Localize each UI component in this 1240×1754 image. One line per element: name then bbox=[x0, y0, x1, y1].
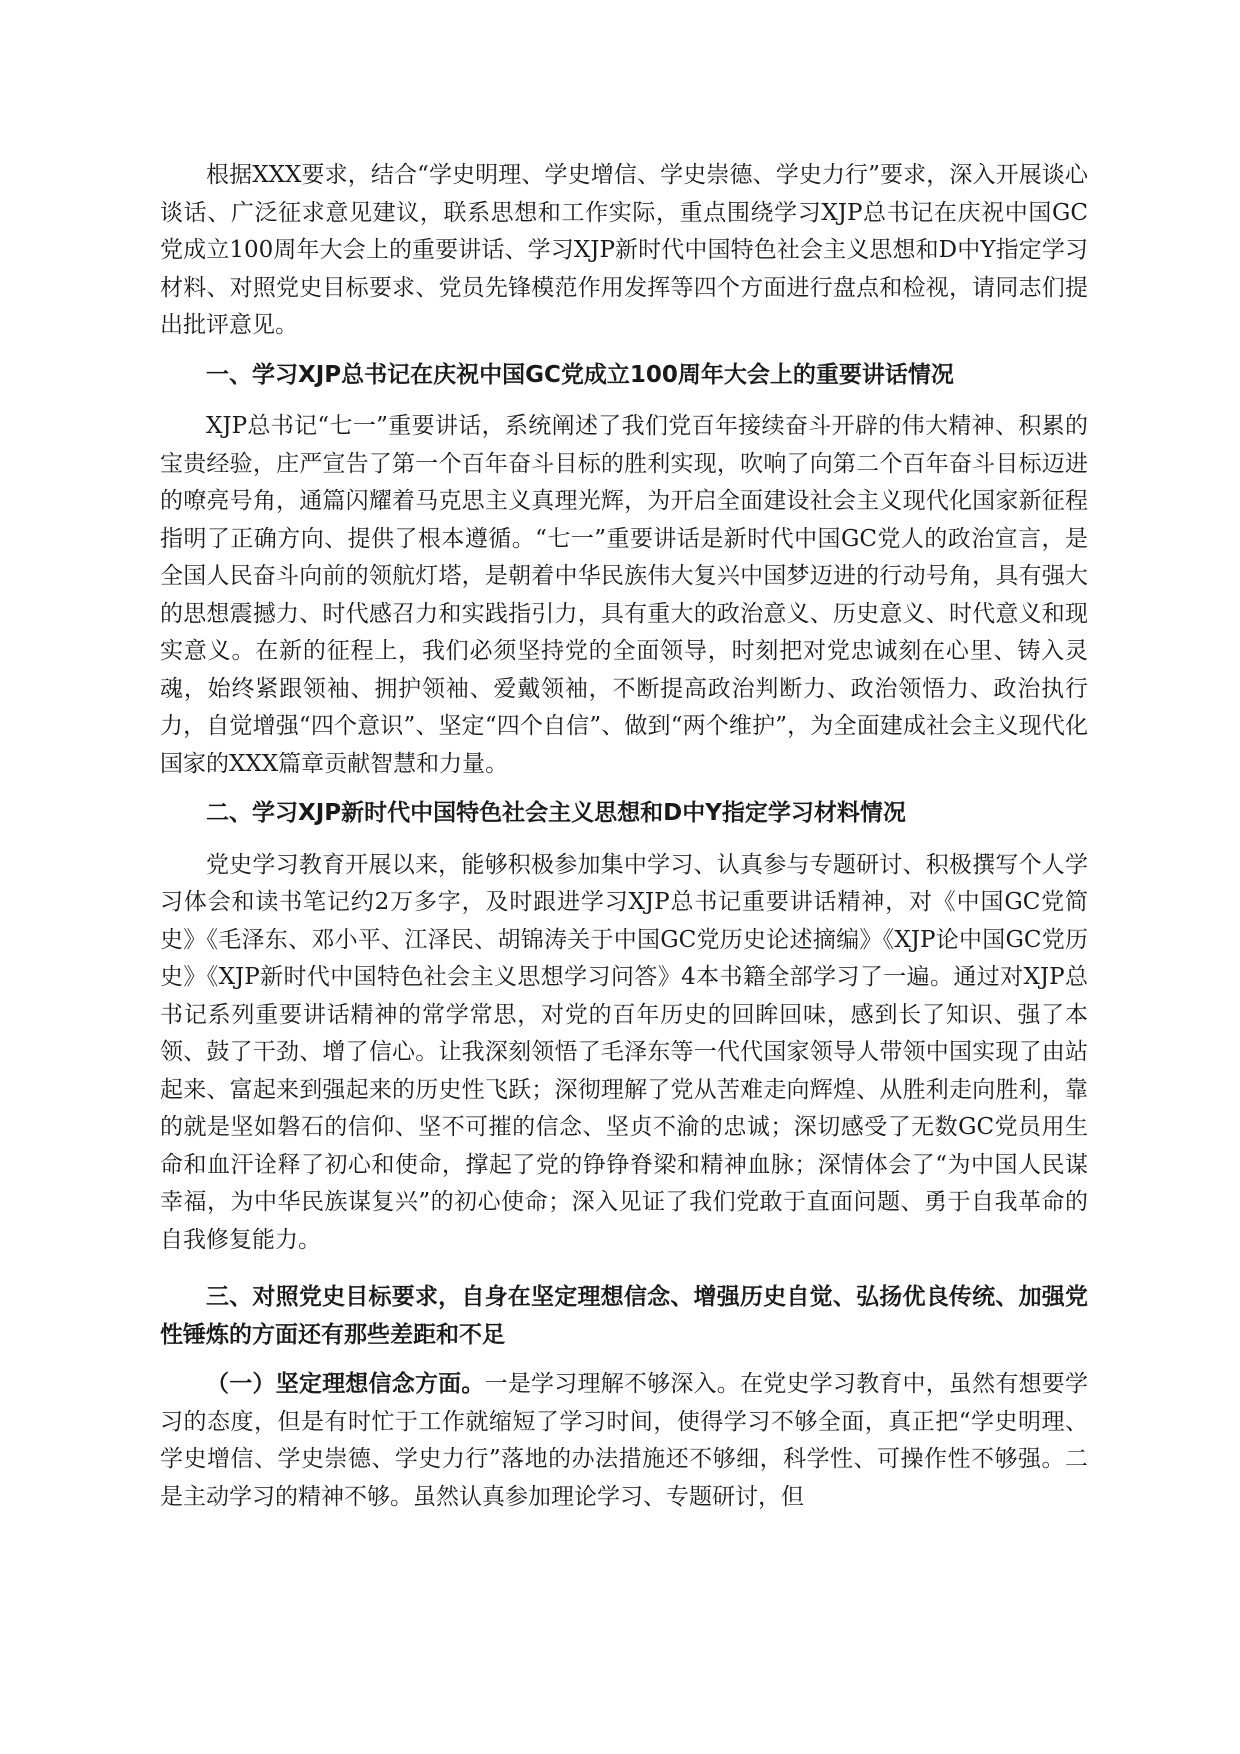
section-2-paragraph: 党史学习教育开展以来，能够积极参加集中学习、认真参与专题研讨、积极撰写个人学习体会和读书笔记约2万多字，及时跟进学习XJP总书记重要讲话精神，对《中国GC党简史》《毛泽东、邓小平、江泽民、胡锦涛关于中国GC党历史论述摘编》《XJP论中国GC党历史》《XJP新时代中国特色社会主义思想学习问答》4本书籍全部学习了一遍。通过对XJP总书记系列重要讲话精神的常学常思，对党的百年历史的回眸回味，感到长了知识、强了本领、鼓了干劲、增了信心。让我深刻领悟了毛泽东等一代代国家领导人带领中国实现了由站起来、富起来到强起来的历史性飞跃；深彻理解了党从苦难走向辉煌、从胜利走向胜利，靠的就是坚如磐石的信仰、坚不可摧的信念、坚贞不渝的忠诚；深切感受了无数GC党员用生命和血汗诠释了初心和使命，撑起了党的铮铮脊梁和精神血脉；深情体会了“为中国人民谋幸福，为中华民族谋复兴”的初心使命；深入见证了我们党敢于直面问题、勇于自我革命的自我修复能力。 bbox=[160, 851, 1088, 1253]
section-3-sub-1-body: 一是学习理解不够深入。在党史学习教育中，虽然有想要学习的态度，但是有时忙于工作就缩短了学习时间，使得学习不够全面，真正把“学史明理、学史增信、学史崇德、学史力行”落地的办法措施还不够细，科学性、可操作性不够强。二是主动学习的精神不够。虽然认真参加理论学习、专题研讨，但 bbox=[160, 1371, 1089, 1510]
section-3-sub-1-lead: （一）坚定理想信念方面。 bbox=[206, 1371, 485, 1397]
section-1-heading: 一、学习XJP总书记在庆祝中国GC党成立100周年大会上的重要讲话情况 bbox=[206, 361, 954, 388]
section-3-heading: 三、对照党史目标要求，自身在坚定理想信念、增强历史自觉、弘扬优良传统、加强党性锤炼的方面还有那些差距和不足 bbox=[160, 1284, 1088, 1348]
intro-paragraph: 根据XXX要求，结合“学史明理、学史增信、学史崇德、学史力行”要求，深入开展谈心谈话、广泛征求意见建议，联系思想和工作实际，重点围绕学习XJP总书记在庆祝中国GC党成立100周年大会上的重要讲话、学习XJP新时代中国特色社会主义思想和D中Y指定学习材料、对照党史目标要求、党员先锋模范作用发挥等四个方面进行盘点和检视，请同志们提出批评意见。 bbox=[160, 162, 1088, 338]
section-2-heading: 二、学习XJP新时代中国特色社会主义思想和D中Y指定学习材料情况 bbox=[206, 800, 906, 826]
section-1-paragraph: XJP总书记“七一”重要讲话，系统阐述了我们党百年接续奋斗开辟的伟大精神、积累的宝贵经验，庄严宣告了第一个百年奋斗目标的胜利实现，吹响了向第二个百年奋斗目标迈进的嘹亮号角，通篇闪耀着马克思主义真理光辉，为开启全面建设社会主义现代化国家新征程指明了正确方向、提供了根本遵循。“七一”重要讲话是新时代中国GC党人的政治宣言，是全国人民奋斗向前的领航灯塔，是朝着中华民族伟大复兴中国梦迈进的行动号角，具有强大的思想震撼力、时代感召力和实践指引力，具有重大的政治意义、历史意义、时代意义和现实意义。在新的征程上，我们必须坚持党的全面领导，时刻把对党忠诚刻在心里、铸入灵魂，始终紧跟领袖、拥护领袖、爱戴领袖，不断提高政治判断力、政治领悟力、政治执行力，自觉增强“四个意识”、坚定“四个自信”、做到“两个维护”，为全面建成社会主义现代化国家的XXX篇章贡献智慧和力量。 bbox=[160, 413, 1088, 777]
section-3-sub-1-paragraph bbox=[160, 1366, 1088, 1516]
